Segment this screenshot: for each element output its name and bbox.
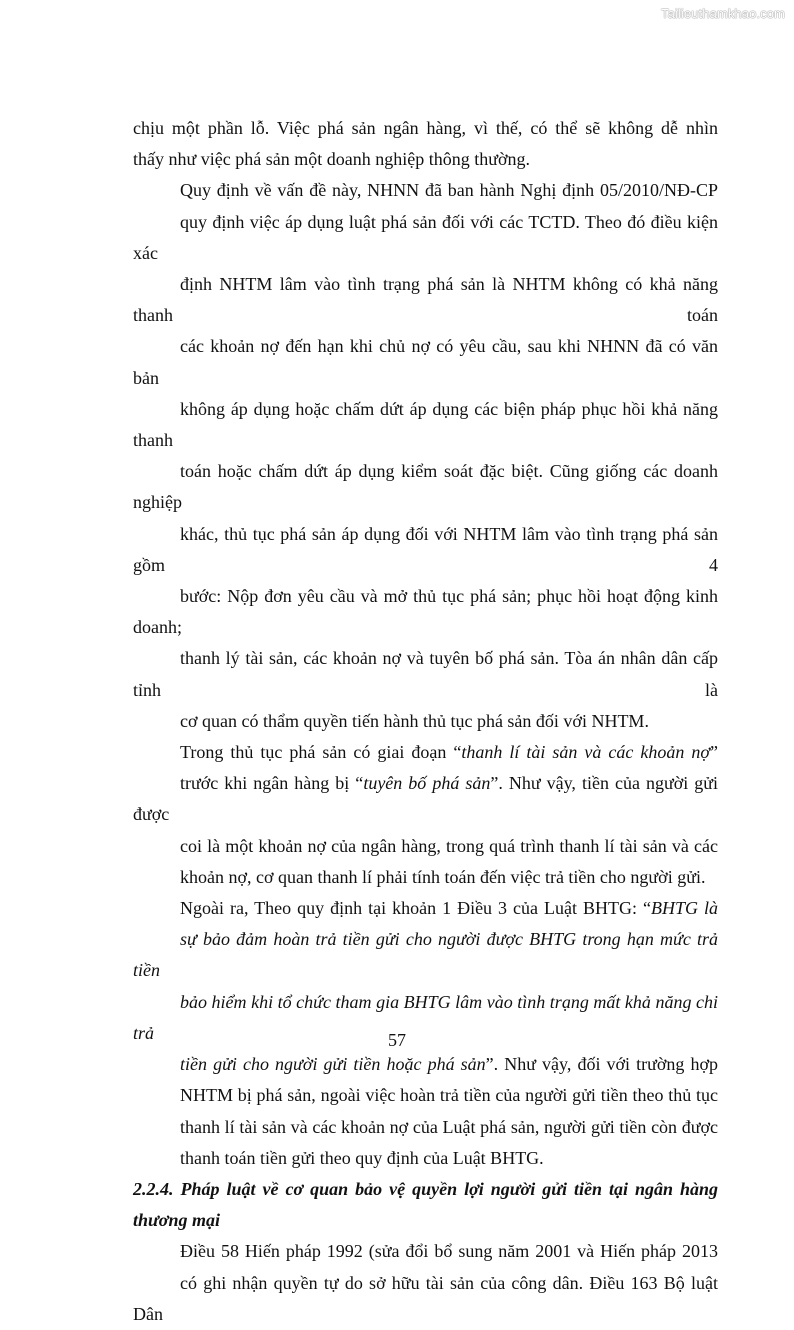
text-line: có ghi nhận quyền tự do sở hữu tài sản của công dân. Điều 163 Bộ luật Dân <box>133 1272 718 1324</box>
italic-quote: tuyên bố phá sản <box>363 773 491 794</box>
text-line: khác, thủ tục phá sản áp dụng đối với NHTM lâm vào tình trạng phá sản gồm 4 <box>133 523 718 575</box>
italic-quote: bảo hiểm khi tổ chức tham gia BHTG lâm vào tình trạng mất khả năng chi trả <box>133 991 718 1043</box>
text-line <box>133 737 718 768</box>
italic-quote: tiền gửi cho người gửi tiền hoặc phá sản <box>180 1054 486 1075</box>
text-line: bước: Nộp đơn yêu cầu và mở thủ tục phá sản; phục hồi hoạt động kinh doanh; <box>133 586 718 638</box>
paragraph-3 <box>133 737 718 893</box>
page-number: 57 <box>388 1030 406 1050</box>
text-fragment: ” <box>710 742 718 763</box>
text-fragment: trước khi ngân hàng bị “ <box>180 773 364 794</box>
text-line: không áp dụng hoặc chấm dứt áp dụng các biện pháp phục hồi khả năng thanh <box>133 398 718 451</box>
paragraph-5 <box>133 1236 718 1330</box>
italic-quote: sự bảo đảm hoàn trả tiền gửi cho người được BHTG trong hạn mức trả tiền <box>133 929 718 981</box>
section-heading <box>133 1174 718 1236</box>
text-line: cơ quan có thẩm quyền tiến hành thủ tục phá sản đối với NHTM. <box>180 710 649 731</box>
italic-quote: BHTG là <box>650 898 718 919</box>
text-line <box>133 924 718 986</box>
text-line: Điều 58 Hiến pháp 1992 (sửa đổi bổ sung năm 2001 và Hiến pháp 2013 <box>180 1241 718 1262</box>
text-line: các khoản nợ đến hạn khi chủ nợ có yêu cầu, sau khi NHNN đã có văn bản <box>133 336 718 388</box>
text-line: chịu một phần lỗ. Việc phá sản ngân hàng, vì thế, có thể sẽ không dễ nhìn <box>133 118 718 138</box>
text-line <box>133 768 718 830</box>
italic-quote: thanh lí tài sản và các khoản nợ <box>461 742 710 763</box>
document-body <box>133 113 718 1330</box>
text-line <box>133 893 718 924</box>
text-line: coi là một khoản nợ của ngân hàng, trong quá trình thanh lí tài sản và các <box>180 835 718 856</box>
text-fragment: Trong thủ tục phá sản có giai đoạn “ <box>180 742 462 763</box>
text-line: toán hoặc chấm dứt áp dụng kiểm soát đặc biệt. Cũng giống các doanh nghiệp <box>133 461 718 513</box>
text-fragment: Ngoài ra, Theo quy định tại khoản 1 Điều 3 của Luật BHTG: “ <box>180 898 651 919</box>
text-line: Quy định về vấn đề này, NHNN đã ban hành Nghị định 05/2010/NĐ-CP <box>180 180 718 201</box>
text-fragment: ”. Như vậy, đối với trường hợp <box>485 1054 718 1075</box>
paragraph-1 <box>133 113 718 175</box>
watermark-text: Tailieuthamkhao.com <box>660 6 785 21</box>
text-line: thanh lí tài sản và các khoản nợ của Luật phá sản, người gửi tiền còn được <box>180 1116 718 1137</box>
heading-line: 2.2.4. Pháp luật về cơ quan bảo vệ quyền lợi người gửi tiền tại ngân hàng <box>133 1178 718 1199</box>
text-line: định NHTM lâm vào tình trạng phá sản là NHTM không có khả năng thanh toán <box>133 274 718 326</box>
text-line: khoản nợ, cơ quan thanh lí phải tính toán đến việc trả tiền cho người gửi. <box>180 866 706 887</box>
heading-line: thương mại <box>133 1210 220 1231</box>
text-fragment: ”. Như vậy, tiền của người gửi được <box>133 773 718 825</box>
text-line: quy định việc áp dụng luật phá sản đối với các TCTD. Theo đó điều kiện xác <box>133 211 718 263</box>
text-line: thanh lý tài sản, các khoản nợ và tuyên bố phá sản. Tòa án nhân dân cấp tỉnh là <box>133 648 718 700</box>
paragraph-2 <box>133 175 718 737</box>
text-line: thấy như việc phá sản một doanh nghiệp thông thường. <box>133 149 530 170</box>
text-line <box>133 1049 718 1080</box>
text-line: NHTM bị phá sản, ngoài việc hoàn trả tiền của người gửi tiền theo thủ tục <box>180 1085 718 1106</box>
text-line: thanh toán tiền gửi theo quy định của Luật BHTG. <box>180 1147 544 1168</box>
